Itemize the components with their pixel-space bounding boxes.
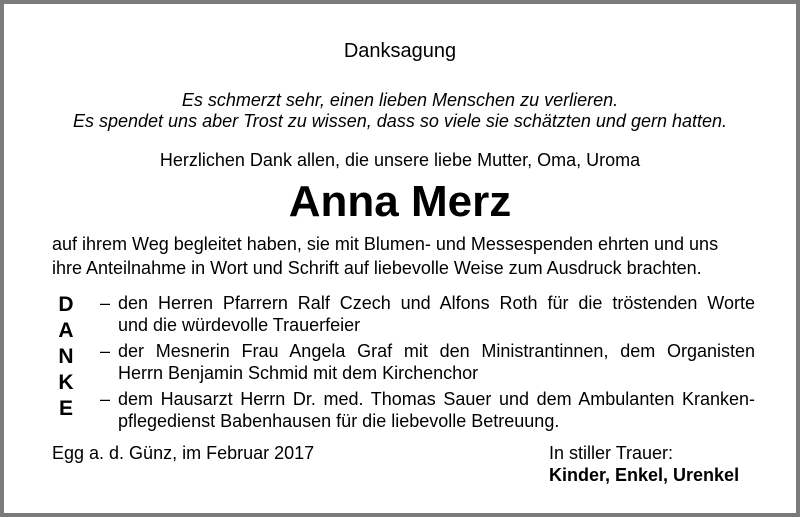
thanks-line: und die würdevolle Trauerfeier: [118, 315, 361, 335]
thanks-list-item: [100, 292, 755, 336]
list-dash: –: [100, 389, 111, 409]
thanks-line: Herrn Benjamin Schmid mit dem Kirchenchor: [118, 363, 479, 383]
danke-letter: K: [58, 371, 74, 394]
place-and-date: Egg a. d. Günz, im Februar 2017: [52, 443, 315, 463]
notice-title: Danksagung: [343, 40, 457, 62]
quote-line: Es spendet uns aber Trost zu wissen, dass so viele sie schätzten und gern hatten.: [72, 111, 728, 131]
paragraph-line: auf ihrem Weg begleitet haben, sie mit Blumen- und Messespenden ehrten und uns: [52, 234, 719, 254]
mourning-signature: [549, 442, 739, 486]
quote-line: Es schmerzt sehr, einen lieben Menschen zu verlieren.: [181, 90, 619, 110]
list-dash: –: [100, 293, 111, 313]
paragraph-line: ihre Anteilnahme in Wort und Schrift auf liebevolle Weise zum Ausdruck brachten.: [52, 258, 702, 278]
thanks-line: dem Hausarzt Herrn Dr. med. Thomas Sauer und dem Ambulanten Kranken-: [118, 389, 755, 409]
thanks-paragraph: [52, 232, 755, 280]
list-dash: –: [100, 341, 111, 361]
mourning-label: In stiller Trauer:: [549, 443, 674, 463]
thanks-line: der Mesnerin Frau Angela Graf mit den Ministrantinnen, dem Organisten: [118, 341, 755, 361]
thanks-line: pflegedienst Babenhausen für die liebevolle Betreuung.: [118, 411, 560, 431]
thanks-list-item: [100, 388, 755, 432]
consolation-quote: [4, 90, 796, 132]
thanks-list-item: [100, 340, 755, 384]
mourners-names: Kinder, Enkel, Urenkel: [549, 465, 740, 485]
thanks-list: [100, 292, 755, 436]
danke-letter: E: [58, 397, 73, 420]
thanks-line: den Herren Pfarrern Ralf Czech und Alfons Roth für die tröstenden Worte: [118, 293, 755, 313]
deceased-name: Anna Merz: [288, 177, 512, 226]
danke-vertical-word: [54, 292, 78, 422]
danke-letter: A: [58, 319, 74, 342]
danke-letter: N: [58, 345, 74, 368]
intro-text: Herzlichen Dank allen, die unsere liebe Mutter, Oma, Uroma: [159, 150, 641, 170]
danke-letter: D: [58, 293, 74, 316]
